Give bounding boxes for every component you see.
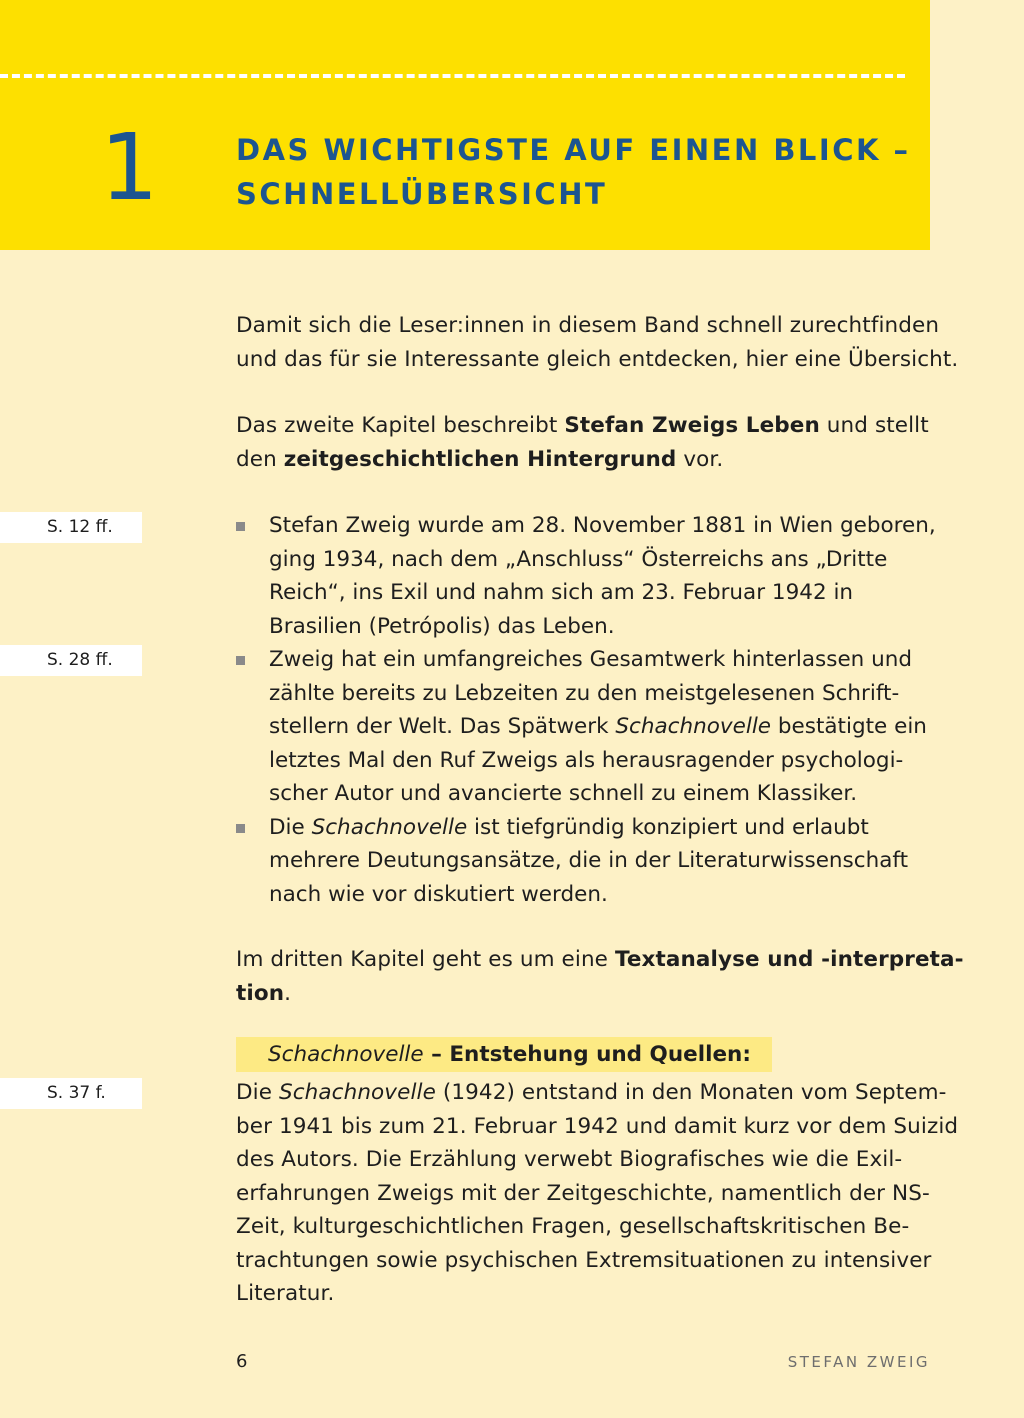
highlight-background: zeitgeschichtlichen Hintergrund xyxy=(283,446,677,472)
section-subheading: Schachnovelle – Entstehung und Quellen: xyxy=(236,1037,772,1072)
list-item: Stefan Zweig wurde am 28. November 1881 in Wien geboren, ging 1934, nach dem „Anschluss“ Österreichs ans „Dritte Reich“, ins Exil und nahm sich am 23. Februar 1942 in Brasilien (Petrópolis) das Leben. xyxy=(236,509,936,643)
highlight-life: Stefan Zweigs Leben xyxy=(564,413,820,438)
intro-line: und das für sie Interessante gleich entdecken, hier eine Übersicht. xyxy=(236,346,959,372)
origin-paragraph: Die Schachnovelle (1942) entstand in den Monaten vom Septem- ber 1941 bis zum 21. Februar 1942 und damit kurz vor dem Suizid des Autors. Die Erzählung verwebt Biografisches wie die Exil- erfahrungen Zweigs mit der Zeitgeschichte, namentlich der NS- Zeit, kulturgeschichtlichen Fragen, gesellschaftskritischen Be- trachtungen sowie psychischen Extremsituationen zu intensiver Literatur. xyxy=(236,1080,959,1306)
square-bullet-icon xyxy=(236,522,245,531)
chapter2-paragraph xyxy=(236,409,936,476)
chapter-title-line-2: SCHNELLÜBERSICHT xyxy=(236,177,608,211)
title-schachnovelle: Schachnovelle xyxy=(311,814,468,840)
margin-reference: S. 37 f. xyxy=(0,1078,142,1109)
page-number: 6 xyxy=(236,1351,248,1372)
bullet-list xyxy=(236,509,936,911)
list-item: Die Schachnovelle ist tiefgründig konzipiert und erlaubt mehrere Deutungsansätze, die in der Literaturwissenschaft nach wie vor diskutiert werden. xyxy=(236,811,936,912)
margin-reference: S. 12 ff. xyxy=(0,512,142,543)
title-schachnovelle: Schachnovelle xyxy=(279,1080,436,1105)
chapter-number: 1 xyxy=(100,114,159,221)
chapter-title xyxy=(236,128,916,216)
square-bullet-icon xyxy=(236,656,245,665)
chapter-title-line-1: DAS WICHTIGSTE AUF EINEN BLICK – xyxy=(236,133,911,167)
highlight-analysis: Textanalyse und -interpreta- xyxy=(614,947,964,972)
square-bullet-icon xyxy=(236,824,245,833)
title-schachnovelle: Schachnovelle xyxy=(615,714,772,739)
running-footer-author: STEFAN ZWEIG xyxy=(787,1353,930,1371)
intro-line: Damit sich die Leser:innen in diesem Band schnell zurechtfinden xyxy=(236,313,940,338)
chapter2-line-2: den zeitgeschichtlichen Hintergrund vor. xyxy=(236,446,724,472)
chapter3-paragraph: Im dritten Kapitel geht es um eine Textanalyse und -interpreta- tion. xyxy=(236,947,964,1006)
margin-reference: S. 28 ff. xyxy=(0,645,142,676)
dashed-divider xyxy=(0,74,905,78)
list-item: Zweig hat ein umfangreiches Gesamtwerk hinterlassen und zählte bereits zu Lebzeiten zu den meistgelesenen Schrift- stellern der Welt. Das Spätwerk Schachnovelle bestätigte ein letztes Mal den Ruf Zweigs als herausragender psychologi- scher Autor und avancierte schnell zu einem Klassiker. xyxy=(236,643,936,811)
chapter2-line-1: Das zweite Kapitel beschreibt Stefan Zweigs Leben und stellt xyxy=(236,413,929,438)
intro-paragraph xyxy=(236,309,959,376)
